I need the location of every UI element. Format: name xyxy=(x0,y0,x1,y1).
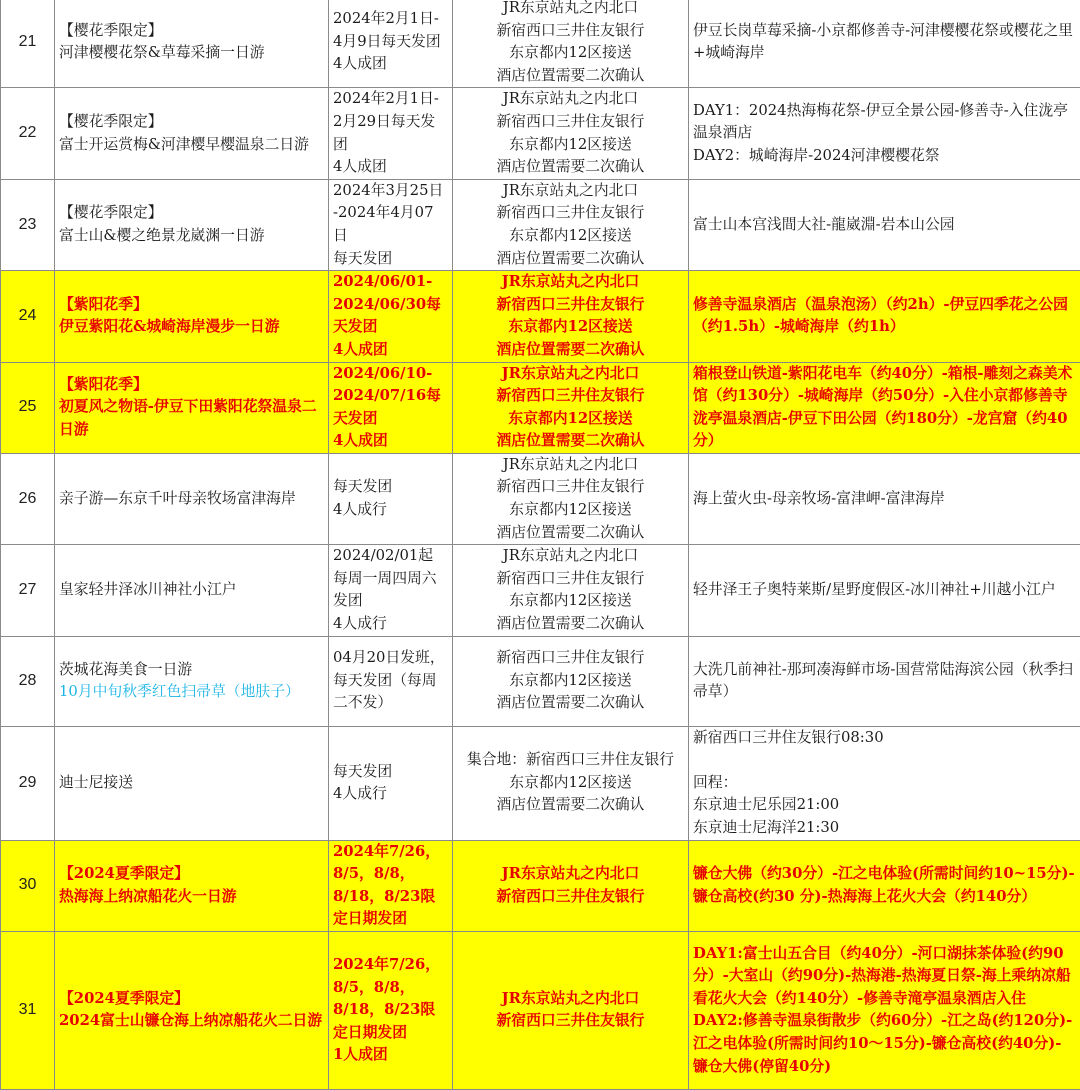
row-number: 22 xyxy=(1,88,55,179)
departure-dates: 2024/02/01起 每周一周四周六发团 4人成行 xyxy=(329,545,453,636)
itinerary: 伊豆长岗草莓采摘-小京都修善寺-河津樱樱花祭或樱花之里+城崎海岸 xyxy=(689,0,1080,88)
meeting-point: 新宿西口三井住友银行 东京都内12区接送 酒店位置需要二次确认 xyxy=(453,636,689,726)
tour-name-text: 茨城花海美食一日游 xyxy=(59,661,192,678)
departure-dates: 2024年2月1日- 4月9日每天发团 4人成团 xyxy=(329,0,453,88)
row-number: 25 xyxy=(1,362,55,453)
table-row-highlighted xyxy=(1,931,1080,1089)
meeting-point: JR东京站丸之内北口 新宿西口三井住友银行 东京都内12区接送 酒店位置需要二次确认 xyxy=(453,271,689,362)
tour-name: 【樱花季限定】 富士开运赏梅&河津樱早樱温泉二日游 xyxy=(55,88,329,179)
itinerary: 富士山本宫浅間大社-龍崴淵-岩本山公园 xyxy=(689,179,1080,270)
row-number: 30 xyxy=(1,840,55,931)
meeting-point: JR东京站丸之内北口 新宿西口三井住友银行 东京都内12区接送 酒店位置需要二次确认 xyxy=(453,545,689,636)
itinerary: 修善寺温泉酒店（温泉泡汤）（约2h）-伊豆四季花之公园（约1.5h）-城崎海岸（约1h） xyxy=(689,271,1080,362)
tour-name: 【紫阳花季】 伊豆紫阳花&城崎海岸漫步一日游 xyxy=(55,271,329,362)
table-row-highlighted xyxy=(1,271,1080,362)
departure-dates: 2024年3月25日 -2024年4月07日 每天发团 xyxy=(329,179,453,270)
itinerary: 海上萤火虫-母亲牧场-富津岬-富津海岸 xyxy=(689,453,1080,544)
row-number: 31 xyxy=(1,931,55,1089)
itinerary: 镰仓大佛（约30分）-江之电体验(所需时间约10~15分)-镰仓高校(约30 分)-热海海上花火大会（约140分） xyxy=(689,840,1080,931)
departure-dates: 每天发团 4人成行 xyxy=(329,453,453,544)
table-row xyxy=(1,453,1080,544)
row-number: 26 xyxy=(1,453,55,544)
meeting-point: JR东京站丸之内北口 新宿西口三井住友银行 东京都内12区接送 酒店位置需要二次确认 xyxy=(453,179,689,270)
row-number: 24 xyxy=(1,271,55,362)
tour-name: 皇家轻井泽冰川神社小江户 xyxy=(55,545,329,636)
itinerary: 箱根登山铁道-紫阳花电车（约40分）-箱根-雕刻之森美术馆（约130分）-城崎海岸（约50分）-入住小京都修善寺泷亭温泉酒店-伊豆下田公园（约180分）-龙宫窟（约40分） xyxy=(689,362,1080,453)
meeting-point: JR东京站丸之内北口 新宿西口三井住友银行 东京都内12区接送 酒店位置需要二次确认 xyxy=(453,88,689,179)
tour-name xyxy=(55,636,329,726)
tour-name: 【2024夏季限定】 热海海上纳凉船花火一日游 xyxy=(55,840,329,931)
table-row xyxy=(1,636,1080,726)
row-number: 23 xyxy=(1,179,55,270)
row-number: 29 xyxy=(1,726,55,840)
row-number: 27 xyxy=(1,545,55,636)
departure-dates: 2024/06/01- 2024/06/30每天发团 4人成团 xyxy=(329,271,453,362)
tour-name: 【樱花季限定】 河津樱樱花祭&草莓采摘一日游 xyxy=(55,0,329,88)
table-row-highlighted xyxy=(1,362,1080,453)
meeting-point: 集合地：新宿西口三井住友银行 东京都内12区接送 酒店位置需要二次确认 xyxy=(453,726,689,840)
departure-dates: 每天发团 4人成行 xyxy=(329,726,453,840)
meeting-point: JR东京站丸之内北口 新宿西口三井住友银行 东京都内12区接送 酒店位置需要二次确认 xyxy=(453,0,689,88)
table-row-highlighted xyxy=(1,840,1080,931)
table-row xyxy=(1,88,1080,179)
departure-dates: 2024年7/26， 8/5，8/8， 8/18，8/23限定日期发团 xyxy=(329,840,453,931)
itinerary: 新宿西口三井住友银行08:30 回程： 东京迪士尼乐园21:00 东京迪士尼海洋21:30 xyxy=(689,726,1080,840)
meeting-point: JR东京站丸之内北口 新宿西口三井住友银行 xyxy=(453,840,689,931)
tour-name: 【2024夏季限定】 2024富士山镰仓海上纳凉船花火二日游 xyxy=(55,931,329,1089)
itinerary: DAY1:富士山五合目（约40分）-河口湖抹茶体验(约90分）-大室山（约90分)-热海港-热海夏日祭-海上乘纳凉船看花火大会（约140分）-修善寺滝亭温泉酒店入住 DAY2:修善寺温泉街散步（约60分）-江之岛(约120分)-江之电体验(所需时间约10～15分)-镰仓高校(约40分)-镰仓大佛(停留40分) xyxy=(689,931,1080,1089)
table-row xyxy=(1,0,1080,88)
table-row xyxy=(1,726,1080,840)
meeting-point: JR东京站丸之内北口 新宿西口三井住友银行 xyxy=(453,931,689,1089)
row-number: 28 xyxy=(1,636,55,726)
tour-name: 【樱花季限定】 富士山&樱之绝景龙崴渊一日游 xyxy=(55,179,329,270)
departure-dates: 2024/06/10- 2024/07/16每天发团 4人成团 xyxy=(329,362,453,453)
tour-name: 迪士尼接送 xyxy=(55,726,329,840)
seasonal-note: 10月中旬秋季红色扫帚草（地肤子） xyxy=(59,683,300,700)
itinerary: 大洗几前神社-那珂凑海鲜市场-国营常陆海滨公园（秋季扫帚草） xyxy=(689,636,1080,726)
departure-dates: 2024年7/26， 8/5，8/8， 8/18，8/23限定日期发团 1人成团 xyxy=(329,931,453,1089)
departure-dates: 2024年2月1日- 2月29日每天发团 4人成团 xyxy=(329,88,453,179)
meeting-point: JR东京站丸之内北口 新宿西口三井住友银行 东京都内12区接送 酒店位置需要二次确认 xyxy=(453,453,689,544)
table-row xyxy=(1,179,1080,270)
itinerary: 轻井泽王子奥特莱斯/星野度假区-冰川神社+川越小江户 xyxy=(689,545,1080,636)
row-number: 21 xyxy=(1,0,55,88)
table-row xyxy=(1,545,1080,636)
tour-name: 【紫阳花季】 初夏风之物语-伊豆下田紫阳花祭温泉二日游 xyxy=(55,362,329,453)
tour-name: 亲子游—东京千叶母亲牧场富津海岸 xyxy=(55,453,329,544)
meeting-point: JR东京站丸之内北口 新宿西口三井住友银行 东京都内12区接送 酒店位置需要二次确认 xyxy=(453,362,689,453)
departure-dates: 04月20日发班，每天发团（每周二不发） xyxy=(329,636,453,726)
itinerary: DAY1：2024热海梅花祭-伊豆全景公园-修善寺-入住泷亭温泉酒店 DAY2：城崎海岸-2024河津樱樱花祭 xyxy=(689,88,1080,179)
